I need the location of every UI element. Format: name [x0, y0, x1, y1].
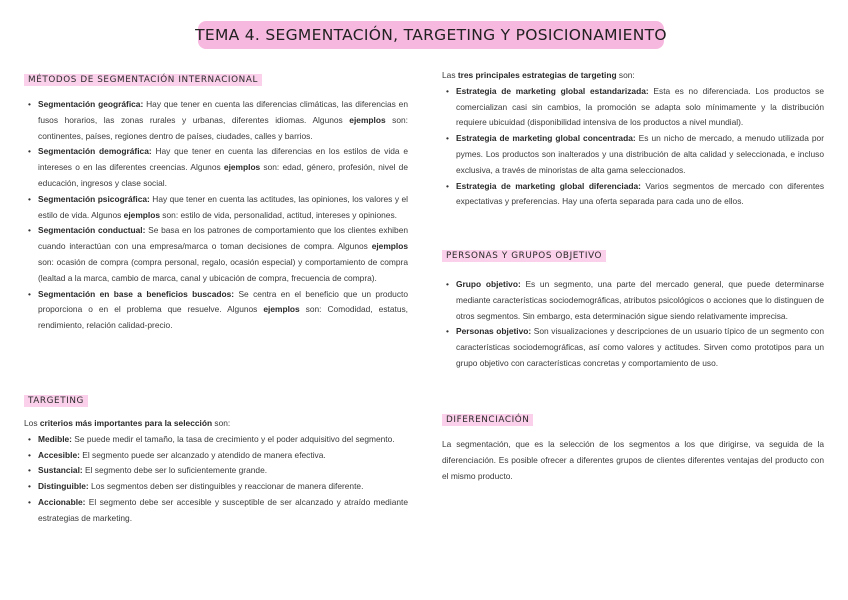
- list-item: • Medible: Se puede medir el tamaño, la tasa de crecimiento y el poder adquisitivo del segmento.: [24, 432, 408, 448]
- estrategias-section: [442, 68, 824, 210]
- list-item: • Segmentación en base a beneficios buscados: Se centra en el beneficio que un producto proporciona o en el problema que resuelve. Algunos ejemplos son: Comodidad, estatus, rendimiento, relación calidad-precio.: [24, 287, 408, 334]
- list-item: • Grupo objetivo: Es un segmento, una parte del mercado general, que puede determinarse mediante características sociodemográficas, atributos psicológicos o acciones que lo distinguen de otros segmentos. Sin embargo, esta determinación sigue siendo relativamente imprecisa.: [442, 277, 824, 324]
- diferenciacion-section: [442, 409, 824, 484]
- list-item: • Estrategia de marketing global diferenciada: Varios segmentos de mercado con diferentes expectativas y preferencias. Hay una oferta separada para cada uno de ellos.: [442, 179, 824, 211]
- estrategias-list: [442, 84, 824, 210]
- list-item: • Distinguible: Los segmentos deben ser distinguibles y reaccionar de manera diferente.: [24, 479, 408, 495]
- diferenciacion-heading: DIFERENCIACIÓN: [442, 414, 533, 426]
- estrategias-intro: Las tres principales estrategias de targeting son:: [442, 70, 635, 80]
- list-item: • Accionable: El segmento debe ser accesible y susceptible de ser alcanzado y atraído mediante estrategias de marketing.: [24, 495, 408, 527]
- list-item: • Segmentación psicográfica: Hay que tener en cuenta las actitudes, las opiniones, los valores y el estilo de vida. Algunos ejemplos son: estilo de vida, personalidad, actitud, intereses y opiniones.: [24, 192, 408, 224]
- list-item: • Personas objetivo: Son visualizaciones y descripciones de un usuario típico de un segmento con características sociodemográficas, así como valores y actitudes. Sirven como prototipos para un grupo objetivo con características concretas y comportamiento de uso.: [442, 324, 824, 371]
- personas-list: [442, 277, 824, 372]
- personas-section: [442, 245, 824, 372]
- page-title: TEMA 4. SEGMENTACIÓN, TARGETING Y POSICIONAMIENTO: [198, 21, 664, 49]
- list-item: • Estrategia de marketing global estandarizada: Esta es no diferenciada. Los productos se comercializan casi sin cambios, la promoción se adapta solo mínimamente y la distribución requiere ubicuidad (disponibilidad intensiva de los productos a nivel mundial).: [442, 84, 824, 131]
- targeting-heading: TARGETING: [24, 395, 88, 407]
- list-item: • Segmentación conductual: Se basa en los patrones de comportamiento que los clientes exhiben cuando interactúan con una empresa/marca o toman decisiones de compra. Algunos ejemplos son: ocasión de compra (compra personal, regalo, ocasión especial) y comportamiento de compra (lealtad a la marca, cambio de marca, canal y ubicación de compra, frecuencia de compra).: [24, 223, 408, 286]
- list-item: • Sustancial: El segmento debe ser lo suficientemente grande.: [24, 463, 408, 479]
- targeting-list: [24, 432, 408, 527]
- list-item: • Segmentación geográfica: Hay que tener en cuenta las diferencias climáticas, las diferencias en fusos horarios, las zonas rurales y urbanas, diferentes idiomas. Algunos ejemplos son: continentes, países, regiones dentro de países, ciudades, calles y barrios.: [24, 97, 408, 144]
- metodos-heading: MÉTODOS DE SEGMENTACIÓN INTERNACIONAL: [24, 74, 262, 86]
- diferenciacion-text: La segmentación, que es la selección de los segmentos a los que dirigirse, va seguida de la diferenciación. Es posible ofrecer a diferentes grupos de clientes diferentes ventajas del producto con el mismo producto.: [442, 439, 824, 481]
- targeting-intro: Los criterios más importantes para la selección son:: [24, 418, 231, 428]
- targeting-section: [24, 390, 408, 527]
- metodos-list: [24, 97, 408, 334]
- list-item: • Estrategia de marketing global concentrada: Es un nicho de mercado, a menudo utilizada por pymes. Los productos son inalterados y una distribución de alta calidad y seleccionada, e incluso exclusiva, a través de minoristas de alta gama seleccionados.: [442, 131, 824, 178]
- list-item: • Accesible: El segmento puede ser alcanzado y atendido de manera efectiva.: [24, 448, 408, 464]
- list-item: • Segmentación demográfica: Hay que tener en cuenta las diferencias en los estilos de vida e intereses o en las diferentes creencias. Algunos ejemplos son: edad, género, profesión, nivel de educación, ingresos y clase social.: [24, 144, 408, 191]
- personas-heading: PERSONAS Y GRUPOS OBJETIVO: [442, 250, 606, 262]
- metodos-section: [24, 69, 408, 334]
